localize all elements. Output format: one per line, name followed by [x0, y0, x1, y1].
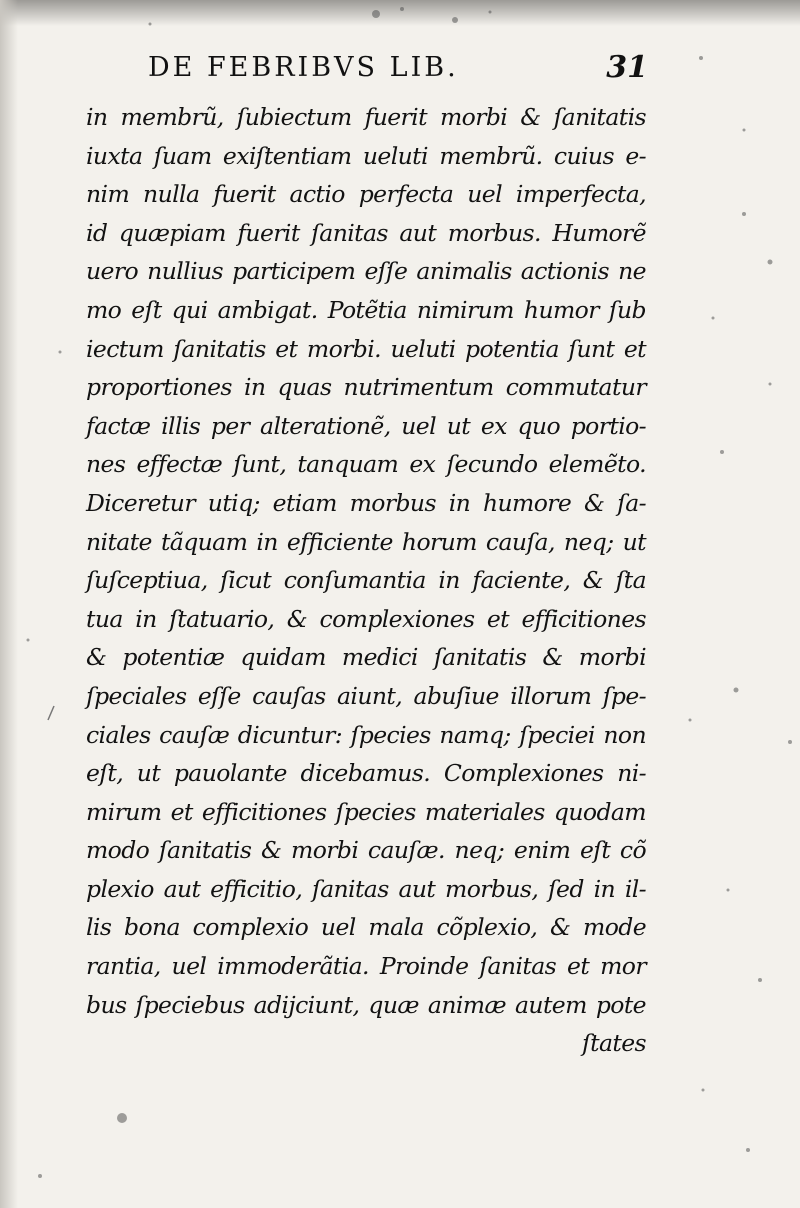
- text-line: lis bona complexio uel mala cõplexio, & mode: [86, 913, 646, 942]
- page-number: 31: [606, 50, 648, 85]
- body-text: [86, 98, 646, 1063]
- running-title: DE FEBRIBVS LIB.: [148, 52, 459, 83]
- text-line: in membrũ, ſubiectum fuerit morbi & ſanitatis: [86, 103, 646, 131]
- text-line: modo ſanitatis & morbi cauſæ. neq; enim eſt cõ: [86, 836, 646, 865]
- text-line: proportiones in quas nutrimentum commutatur: [86, 373, 646, 402]
- text-line: & potentiæ quidam medici ſanitatis & morbi: [86, 643, 646, 672]
- text-line: ſuſceptiua, ſicut conſumantia in faciente, & ſta: [86, 566, 646, 595]
- text-line: bus ſpeciebus adijciunt, quæ animæ autem pote: [86, 990, 646, 1019]
- text-line: uero nullius participem eſſe animalis actionis ne: [86, 257, 646, 286]
- text-line: eſt, ut pauolante dicebamus. Complexiones ni-: [86, 759, 646, 788]
- text-line: rantia, uel immoderãtia. Proinde ſanitas et mor: [86, 952, 646, 981]
- text-line: iuxta ſuam exiſtentiam ueluti membrũ. cuius e-: [86, 141, 646, 170]
- text-line: Diceretur utiq; etiam morbus in humore & ſa-: [86, 488, 646, 517]
- text-line: nim nulla fuerit actio perfecta uel imperfecta,: [86, 180, 646, 209]
- text-line: ſpeciales eſſe cauſas aiunt, abuſiue illorum ſpe-: [86, 681, 646, 710]
- text-line: ciales cauſæ dicuntur: ſpecies namq; ſpeciei non: [86, 720, 646, 749]
- text-line: tua in ſtatuario, & complexiones et efficitiones: [86, 604, 646, 633]
- page-header: [148, 48, 648, 96]
- text-line: nitate tãquam in efficiente horum cauſa, neq; ut: [86, 527, 646, 556]
- text-line: factæ illis per alterationẽ, uel ut ex quo portio-: [86, 411, 646, 440]
- text-line: iectum ſanitatis et morbi. ueluti potentia ſunt et: [86, 334, 646, 363]
- text-line: nes effectæ ſunt, tanquam ex ſecundo elemẽto.: [86, 450, 646, 479]
- text-line: id quæpiam fuerit ſanitas aut morbus. Humorẽ: [86, 218, 646, 247]
- text-line: plexio aut efficitio, ſanitas aut morbus, ſed in il-: [86, 874, 646, 903]
- text-line: mirum et efficitiones ſpecies materiales quodam: [86, 797, 646, 826]
- catchword: ſtates: [582, 1029, 646, 1058]
- text-line: mo eſt qui ambigat. Potẽtia nimirum humor ſub: [86, 295, 646, 324]
